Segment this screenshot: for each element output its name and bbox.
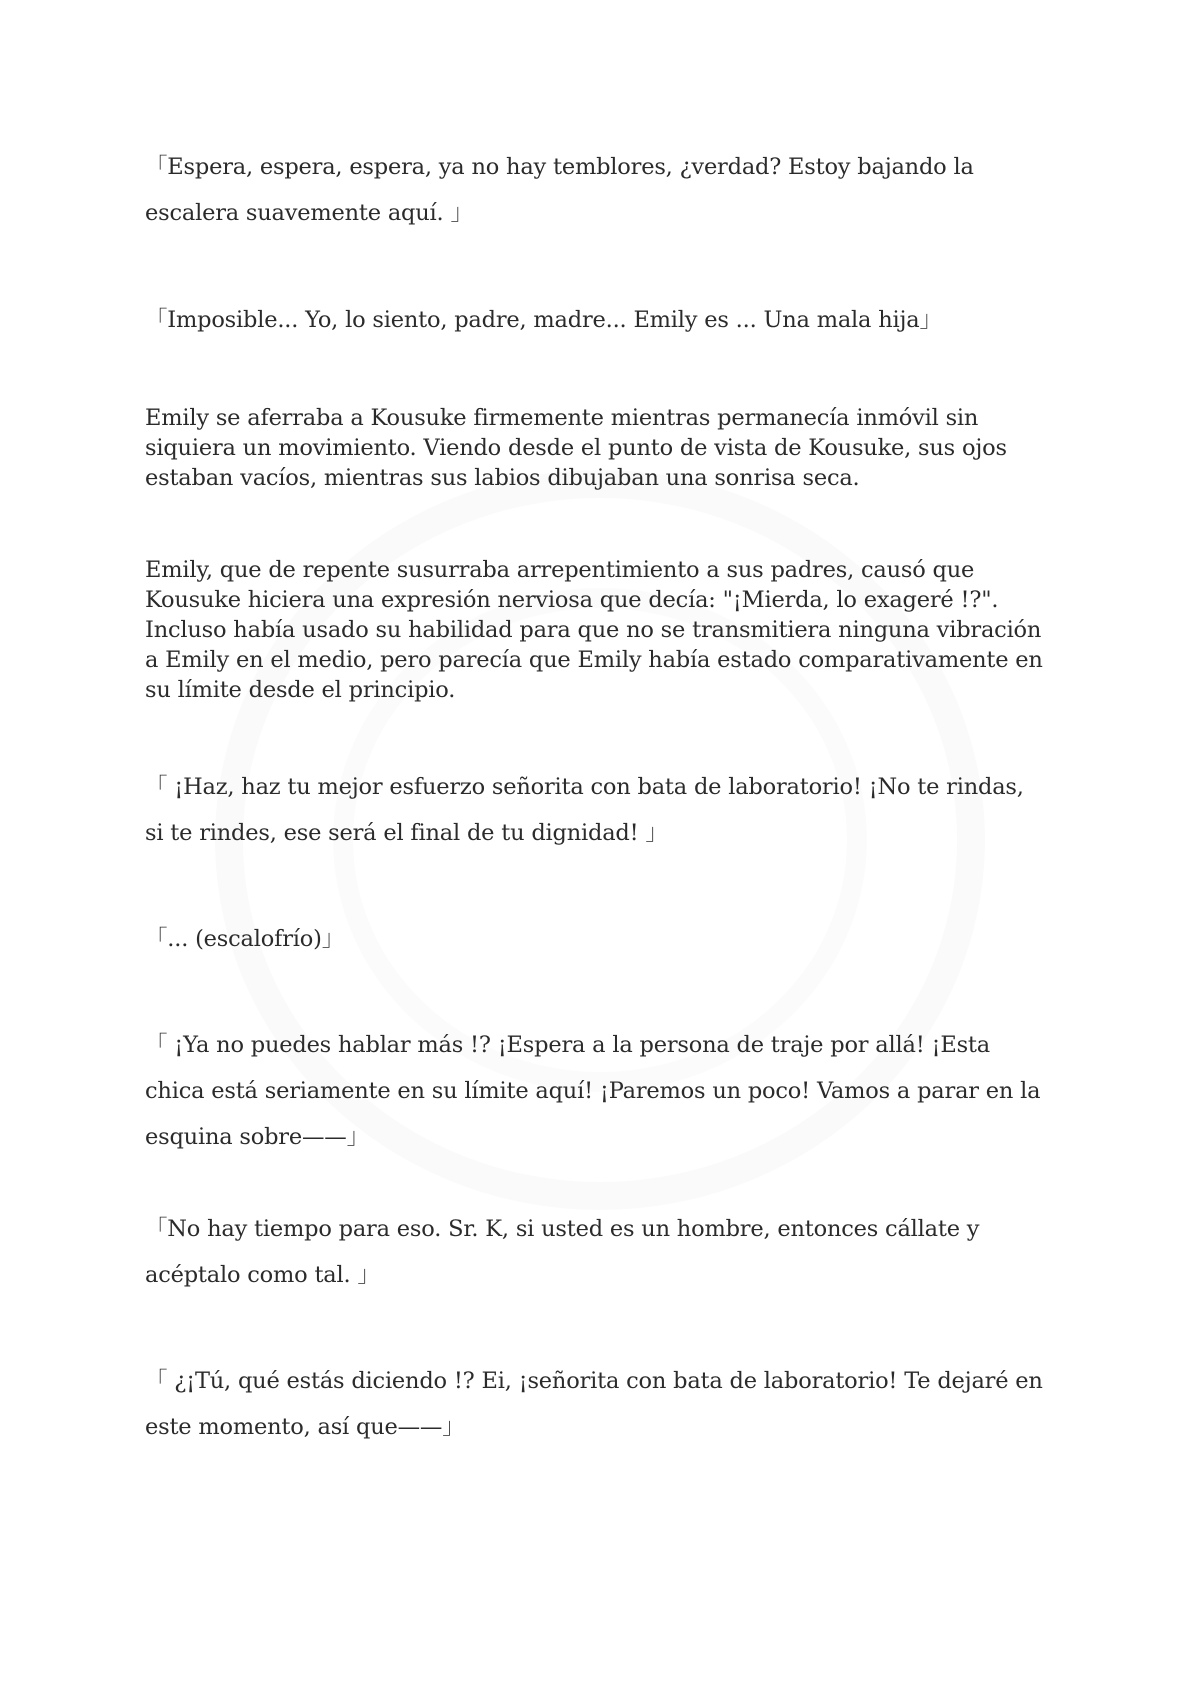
paragraph-5: 「 ¡Haz, haz tu mejor esfuerzo señorita con bata de laboratorio! ¡No te rindas, si te rindes, ese será el final de tu dignidad! 」 — [145, 774, 1024, 846]
paragraph-9: 「 ¿¡Tú, qué estás diciendo !? Ei, ¡señorita con bata de laboratorio! Te dejaré en este momento, así que——」 — [145, 1368, 1043, 1440]
paragraph-6: 「... (escalofrío)」 — [145, 926, 345, 952]
paragraph-3: Emily se aferraba a Kousuke firmemente mientras permanecía inmóvil sin siquiera un movimiento. Viendo desde el punto de vista de Kousuke, sus ojos estaban vacíos, mientras sus labios dibujaban una sonrisa seca. — [145, 405, 1007, 491]
paragraph-2: 「Imposible... Yo, lo siento, padre, madre... Emily es ... Una mala hija」 — [145, 307, 942, 333]
paragraph-8: 「No hay tiempo para eso. Sr. K, si usted es un hombre, entonces cállate y acéptalo como tal. 」 — [145, 1216, 980, 1288]
paragraph-4: Emily, que de repente susurraba arrepentimiento a sus padres, causó que Kousuke hiciera una expresión nerviosa que decía: "¡Mierda, lo exageré !?". Incluso había usado su habilidad para que no se transmitiera ninguna vibración a Emily en el medio, pero parecía que Emily había estado comparativamente en su límite desde el principio. — [145, 557, 1043, 703]
paragraph-7: 「 ¡Ya no puedes hablar más !? ¡Espera a la persona de traje por allá! ¡Esta chica está seriamente en su límite aquí! ¡Paremos un poco! Vamos a parar en la esquina sobre——」 — [145, 1032, 1041, 1150]
paragraph-1: 「Espera, espera, espera, ya no hay temblores, ¿verdad? Estoy bajando la escalera suavemente aquí. 」 — [145, 154, 974, 226]
